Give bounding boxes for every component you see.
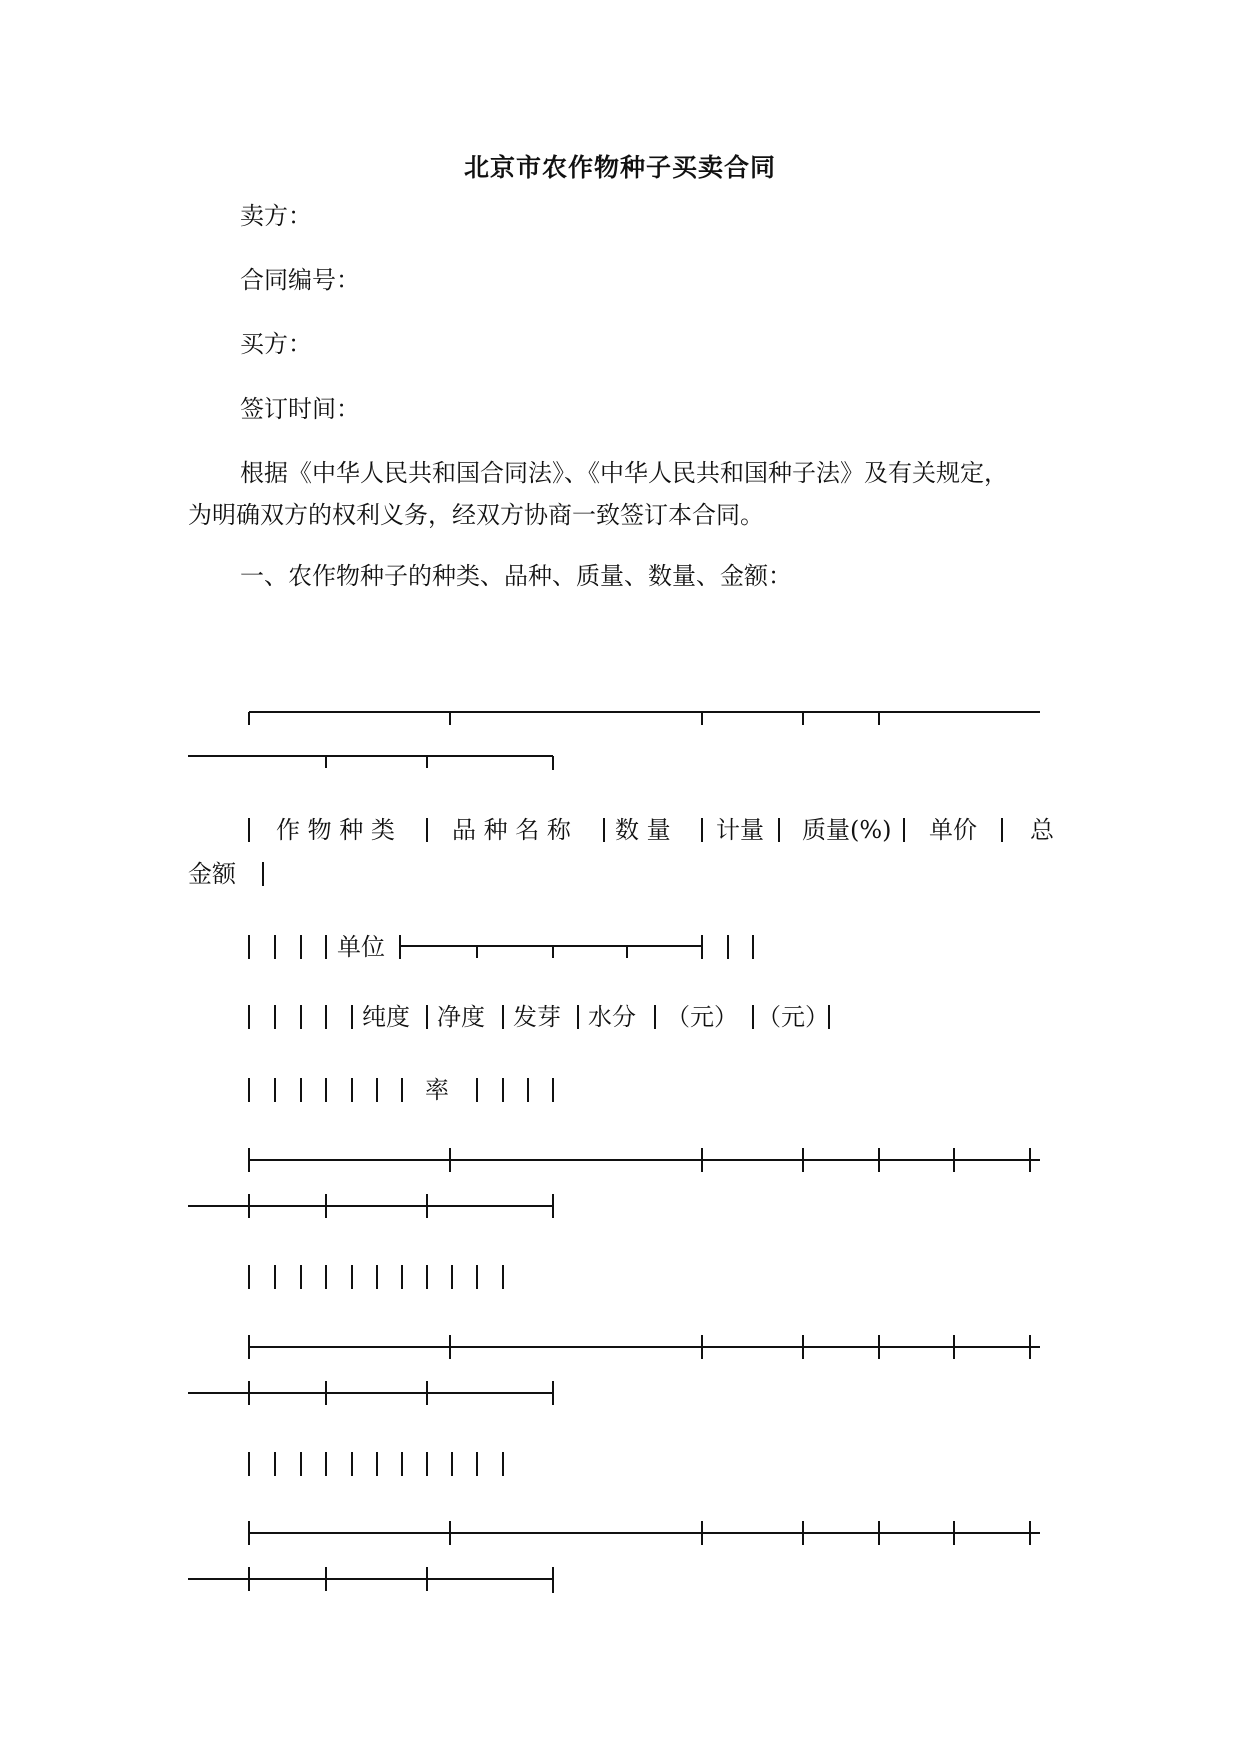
header-rate: 率 <box>425 1076 449 1104</box>
header-quantity: 数 量 <box>615 816 671 844</box>
sign-time-field: 签订时间： <box>240 395 360 423</box>
header-crop-type: 作 物 种 类 <box>276 816 395 844</box>
separator-rule-2 <box>188 1335 1040 1405</box>
header-total-suffix: 金额 <box>188 860 236 888</box>
document-title: 北京市农作物种子买卖合同 <box>463 153 776 182</box>
header-germination: 发芽 <box>513 1003 561 1031</box>
header-quality: 质量(%) <box>802 816 892 844</box>
header-variety-name: 品 种 名 称 <box>452 816 571 844</box>
header-moisture: 水分 <box>588 1003 636 1031</box>
preamble-line-1: 根据《中华人民共和国合同法》、《中华人民共和国种子法》及有关规定， <box>240 459 1008 487</box>
header-unit-price: 单价 <box>929 816 977 844</box>
header-measure: 计量 <box>716 816 764 844</box>
data-row-1-bars <box>249 1265 503 1289</box>
table-top-rule <box>188 712 1040 770</box>
data-row-2-bars <box>249 1452 503 1476</box>
header-price-unit: （元） <box>666 1003 738 1031</box>
seller-field: 卖方： <box>240 202 312 230</box>
preamble-line-2: 为明确双方的权利义务，经双方协商一致签订本合同。 <box>188 501 764 529</box>
header-row-4-bars <box>249 1078 553 1102</box>
header-purity: 纯度 <box>362 1003 410 1031</box>
header-cleanliness: 净度 <box>437 1003 485 1031</box>
separator-rule-3 <box>188 1521 1040 1593</box>
contract-number-field: 合同编号： <box>240 266 360 294</box>
section-1-heading: 一、农作物种子的种类、品种、质量、数量、金额： <box>240 562 792 590</box>
header-unit: 单位 <box>337 933 385 961</box>
header-total-prefix: 总 <box>1030 816 1054 844</box>
buyer-field: 买方： <box>240 330 312 358</box>
separator-rule-1 <box>188 1148 1040 1218</box>
header-total-unit: （元） <box>757 1003 829 1031</box>
header-row-2-bars <box>249 935 753 959</box>
